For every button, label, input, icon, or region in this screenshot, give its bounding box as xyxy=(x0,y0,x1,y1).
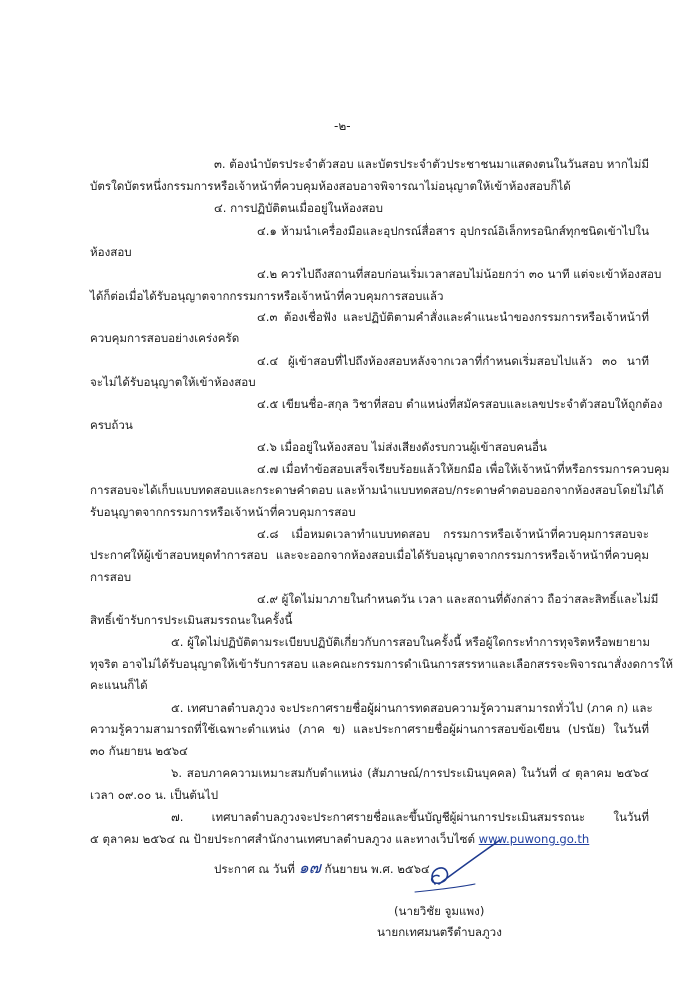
item-4-5-line-1: ๔.๕ เขียนชื่อ-สกุล วิชาที่สอบ ตำแหน่งที่สมัครสอบและเลขประจำตัวสอบให้ถูกต้อง xyxy=(257,397,663,411)
item-7-line-2-text: ๕ ตุลาคม ๒๕๖๔ ณ ป้ายประกาศสำนักงานเทศบาลตำบลภูวง และทางเว็บไซต์ xyxy=(90,832,479,846)
item-6-line-2: เวลา ๐๙.๐๐ น. เป็นต้นไป xyxy=(90,788,219,802)
item-4-3-line-2: ควบคุมการสอบอย่างเคร่งครัด xyxy=(90,331,240,345)
item-4-5-line-2: ครบถ้วน xyxy=(90,418,133,432)
item-4-9-line-2: สิทธิ์เข้ารับการประเมินสมรรถนะในครั้งนี้ xyxy=(90,613,293,627)
item-4-6-line-1: ๔.๖ เมื่ออยู่ในห้องสอบ ไม่ส่งเสียงดังรบกวนผู้เข้าสอบคนอื่น xyxy=(257,440,547,454)
page-number: -๒- xyxy=(334,119,351,133)
item-7-line-1: ๗. เทศบาลตำบลภูวงจะประกาศรายชื่อและขึ้นบัญชีผู้ผ่านการประเมินสมรรถนะ ในวันที่ xyxy=(171,810,649,824)
item-5-line-2: ทุจริต อาจไม่ได้รับอนุญาตให้เข้ารับการสอบ และคณะกรรมการดำเนินการสรรหาและเลือกสรรจะพิจารณาสั่งงดการให้ xyxy=(90,657,674,671)
item-3-line-1: ๓. ต้องนำบัตรประจำตัวสอบ และบัตรประจำตัวประชาชนมาแสดงตนในวันสอบ หากไม่มี xyxy=(214,157,650,171)
item-3-line-2: บัตรใดบัตรหนึ่งกรรมการหรือเจ้าหน้าที่ควบคุมห้องสอบอาจพิจารณาไม่อนุญาตให้เข้าห้องสอบก็ได้ xyxy=(90,179,571,193)
item-4-2-line-2: ได้ก็ต่อเมื่อได้รับอนุญาตจากกรรมการหรือเจ้าหน้าที่ควบคุมการสอบแล้ว xyxy=(90,289,444,303)
item-5b-line-1: ๕. เทศบาลตำบลภูวง จะประกาศรายชื่อผู้ผ่านการทดสอบความรู้ความสามารถทั่วไป (ภาค ก) และ xyxy=(171,701,653,715)
item-4-2-line-1: ๔.๒ ควรไปถึงสถานที่สอบก่อนเริ่มเวลาสอบไม่น้อยกว่า ๓๐ นาที แต่จะเข้าห้องสอบ xyxy=(257,267,662,281)
item-4-1-line-2: ห้องสอบ xyxy=(90,245,132,259)
website-link[interactable]: www.puwong.go.th xyxy=(478,832,590,846)
item-4-9-line-1: ๔.๙ ผู้ใดไม่มาภายในกำหนดวัน เวลา และสถานที่ดังกล่าว ถือว่าสละสิทธิ์และไม่มี xyxy=(257,592,659,606)
item-4-8-line-3: การสอบ xyxy=(90,570,132,584)
signer-title: นายกเทศมนตรีตำบลภูวง xyxy=(377,925,502,939)
item-4-7-line-3: รับอนุญาตจากกรรมการหรือเจ้าหน้าที่ควบคุมการสอบ xyxy=(90,505,356,519)
item-4-3-line-1: ๔.๓ ต้องเชื่อฟัง และปฏิบัติตามคำสั่งและคำแนะนำของกรรมการหรือเจ้าหน้าที่ xyxy=(257,310,649,324)
announcement-month-year: กันยายน พ.ศ. ๒๕๖๔ xyxy=(324,862,430,876)
item-4-4-line-2: จะไม่ได้รับอนุญาตให้เข้าห้องสอบ xyxy=(90,375,256,389)
item-5-line-3: คะแนนก็ได้ xyxy=(90,678,148,692)
item-5-line-1: ๕. ผู้ใดไม่ปฏิบัติตามระเบียบปฏิบัติเกี่ยวกับการสอบในครั้งนี้ หรือผู้ใดกระทำการทุจริตหรือพยายาม xyxy=(171,635,651,649)
item-4-8-line-1: ๔.๘ เมื่อหมดเวลาทำแบบทดสอบ กรรมการหรือเจ้าหน้าที่ควบคุมการสอบจะ xyxy=(257,527,649,541)
signer-name: (นายวิชัย จูมแพง) xyxy=(394,904,485,918)
item-4-heading: ๔. การปฏิบัติตนเมื่ออยู่ในห้องสอบ xyxy=(214,201,383,215)
item-4-1-line-1: ๔.๑ ห้ามนำเครื่องมือและอุปกรณ์สื่อสาร อุปกรณ์อิเล็กทรอนิกส์ทุกชนิดเข้าไปใน xyxy=(257,224,649,238)
item-4-4-line-1: ๔.๔ ผู้เข้าสอบที่ไปถึงห้องสอบหลังจากเวลาที่กำหนดเริ่มสอบไปแล้ว ๓๐ นาที xyxy=(257,354,649,368)
item-6-line-1: ๖. สอบภาคความเหมาะสมกับตำแหน่ง (สัมภาษณ์/การประเมินบุคคล) ในวันที่ ๔ ตุลาคม ๒๕๖๔ xyxy=(171,766,649,780)
item-5b-line-2: ความรู้ความสามารถที่ใช้เฉพาะตำแหน่ง (ภาค ข) และประกาศรายชื่อผู้ผ่านการสอบข้อเขียน (ปรนัย) ในวันที่ xyxy=(90,722,649,736)
item-4-7-line-2: การสอบจะได้เก็บแบบทดสอบและกระดาษคำตอบ และห้ามนำแบบทดสอบ/กระดาษคำตอบออกจากห้องสอบโดยไม่ได้ xyxy=(90,483,664,497)
item-4-7-line-1: ๔.๗ เมื่อทำข้อสอบเสร็จเรียบร้อยแล้วให้ยกมือ เพื่อให้เจ้าหน้าที่หรือกรรมการควบคุม xyxy=(257,462,670,476)
signature-image xyxy=(395,832,515,902)
item-4-8-line-2: ประกาศให้ผู้เข้าสอบหยุดทำการสอบ และจะออกจากห้องสอบเมื่อได้รับอนุญาตจากกรรมการหรือเจ้าหน้าที่ควบคุม xyxy=(90,548,649,562)
item-5b-line-3: ๓๐ กันยายน ๒๕๖๔ xyxy=(90,744,188,758)
announcement-prefix: ประกาศ ณ วันที่ xyxy=(214,862,295,876)
announcement-day-handwritten: ๑๗ xyxy=(298,858,321,877)
